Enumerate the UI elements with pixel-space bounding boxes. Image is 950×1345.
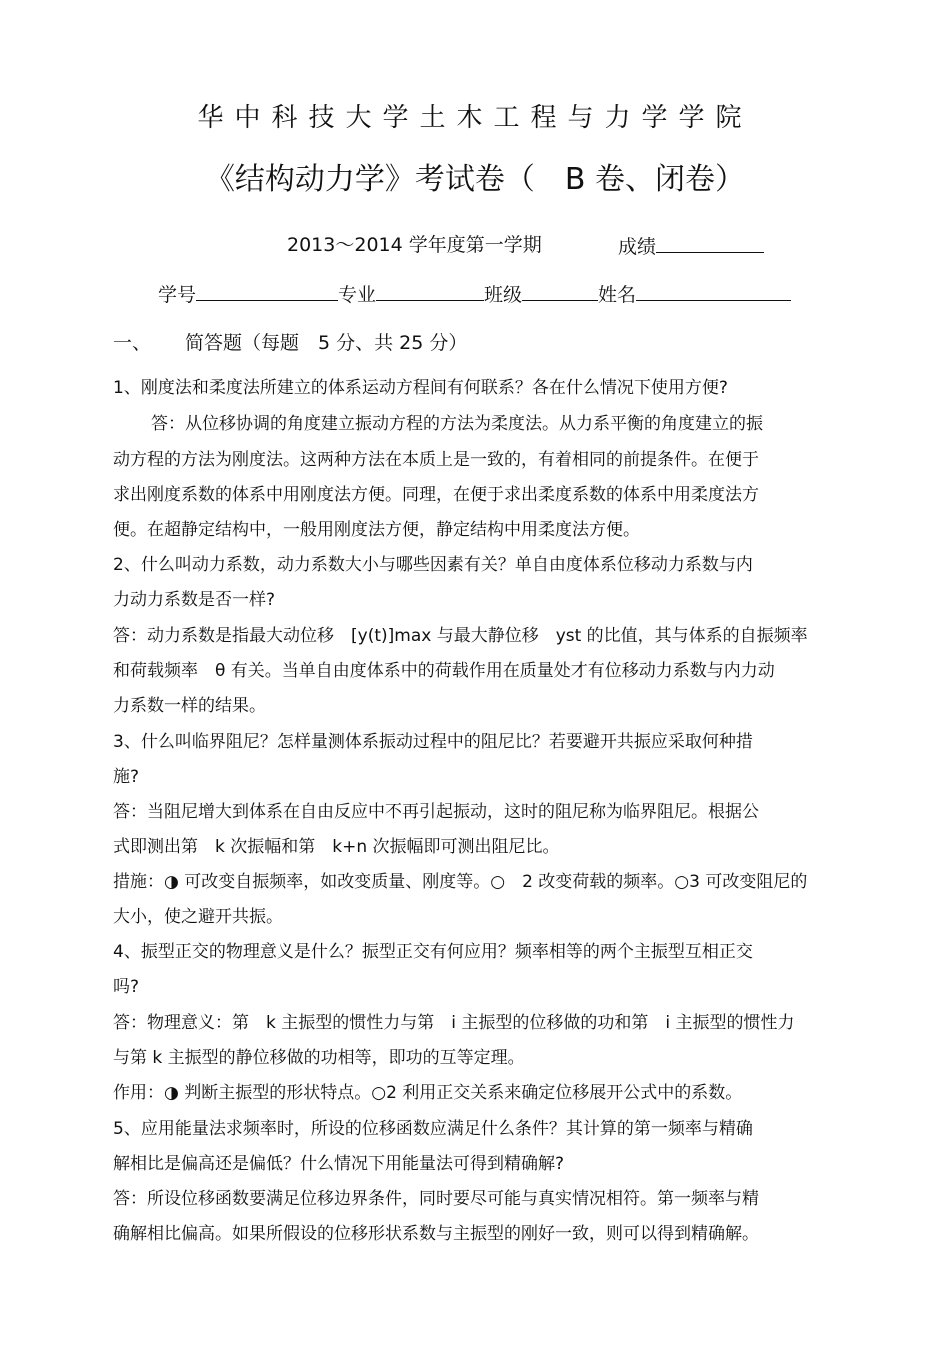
student-id-blank[interactable] [196, 280, 338, 301]
question-5: 5、应用能量法求频率时，所设的位移函数应满足什么条件？其计算的第一频率与精确 [113, 1119, 753, 1139]
student-id-label: 学号 [158, 284, 197, 306]
score-field [618, 232, 764, 260]
answer-line: 和荷载频率 θ 有关。当单自由度体系中的荷载作用在质量处才有位移动力系数与内力动 [113, 661, 775, 681]
answer-line: 求出刚度系数的体系中用刚度法方便。同理，在便于求出柔度系数的体系中用柔度法方 [113, 485, 759, 505]
answer-line: 式即测出第 k 次振幅和第 k+n 次振幅即可测出阻尼比。 [113, 837, 560, 857]
major-label: 专业 [338, 284, 377, 306]
answer-line: 与第 k 主振型的静位移做的功相等，即功的互等定理。 [113, 1048, 525, 1068]
term-label: 2013～2014 学年度第一学期 [287, 234, 542, 256]
section-number: 一、 [113, 332, 152, 354]
student-info-row [158, 280, 791, 308]
answer-line: 答：当阻尼增大到体系在自由反应中不再引起振动，这时的阻尼称为临界阻尼。根据公 [113, 802, 759, 822]
score-blank[interactable] [656, 232, 764, 253]
answer-line: 便。在超静定结构中，一般用刚度法方便，静定结构中用柔度法方便。 [113, 520, 640, 540]
usage-line: 作用：◑ 判断主振型的形状特点。○2 利用正交关系来确定位移展开公式中的系数。 [113, 1083, 743, 1103]
class-label: 班级 [484, 284, 523, 306]
name-label: 姓名 [598, 284, 637, 306]
question-line: 施? [113, 767, 140, 787]
section-title: 简答题（每题 5 分、共 25 分） [185, 332, 468, 354]
answer-line: 答：从位移协调的角度建立振动方程的方法为柔度法。从力系平衡的角度建立的振 [151, 414, 763, 434]
name-blank[interactable] [636, 280, 791, 301]
question-line: 吗? [113, 977, 140, 997]
question-2: 2、什么叫动力系数，动力系数大小与哪些因素有关？单自由度体系位移动力系数与内 [113, 555, 753, 575]
answer-line: 大小，使之避开共振。 [113, 907, 283, 927]
answer-line: 答：所设位移函数要满足位移边界条件，同时要尽可能与真实情况相符。第一频率与精 [113, 1189, 759, 1209]
answer-line: 力系数一样的结果。 [113, 696, 266, 716]
answer-line: 动方程的方法为刚度法。这两种方法在本质上是一致的，有着相同的前提条件。在便于 [113, 450, 759, 470]
major-blank[interactable] [376, 280, 484, 301]
question-1: 1、刚度法和柔度法所建立的体系运动方程间有何联系？各在什么情况下使用方便? [113, 378, 728, 398]
class-blank[interactable] [522, 280, 598, 301]
question-line: 解相比是偏高还是偏低？什么情况下用能量法可得到精确解? [113, 1154, 565, 1174]
section-heading [113, 330, 467, 356]
exam-title: 《结构动力学》考试卷（ B 卷、闭卷） [204, 162, 746, 197]
school-name: 华中科技大学土木工程与力学学院 [197, 103, 753, 133]
measures-line: 措施：◑ 可改变自振频率，如改变质量、刚度等。○ 2 改变荷载的频率。○3 可改变阻尼的 [113, 872, 808, 892]
score-label: 成绩 [618, 236, 657, 258]
answer-line: 答：动力系数是指最大动位移 [y(t)]max 与最大静位移 yst 的比值，其与体系的自振频率 [113, 626, 808, 646]
question-line: 力动力系数是否一样? [113, 590, 276, 610]
answer-line: 答：物理意义：第 k 主振型的惯性力与第 i 主振型的位移做的功和第 i 主振型的惯性力 [113, 1013, 795, 1033]
question-4: 4、振型正交的物理意义是什么？振型正交有何应用？频率相等的两个主振型互相正交 [113, 942, 753, 962]
question-3: 3、什么叫临界阻尼？怎样量测体系振动过程中的阻尼比？若要避开共振应采取何种措 [113, 732, 753, 752]
answer-line: 确解相比偏高。如果所假设的位移形状系数与主振型的刚好一致，则可以得到精确解。 [113, 1224, 759, 1244]
